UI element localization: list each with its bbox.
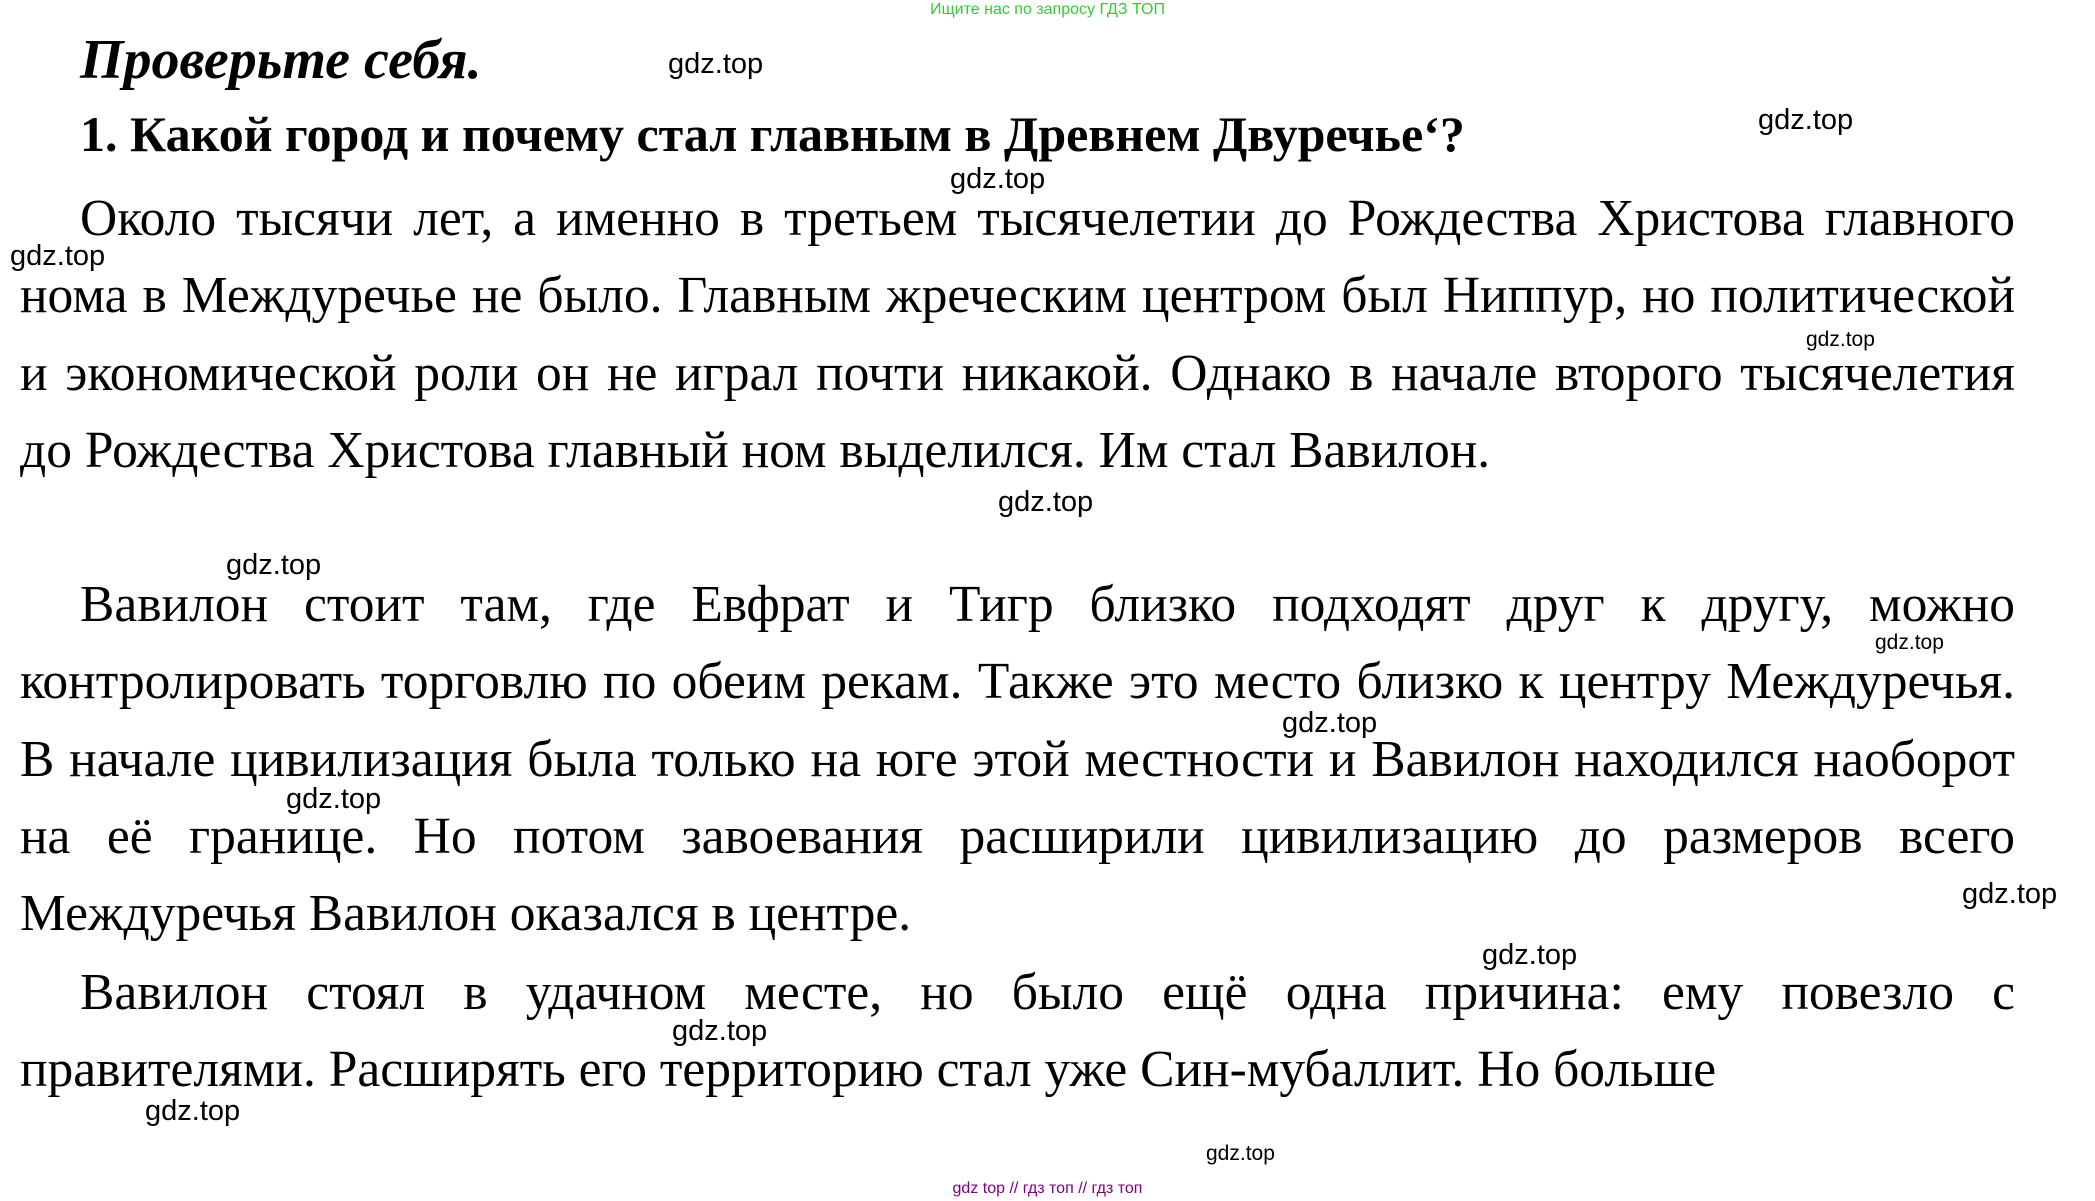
watermark: gdz.top <box>145 1095 241 1127</box>
watermark: gdz.top <box>1282 707 1378 739</box>
watermark: gdz.top <box>1758 104 1854 136</box>
watermark: gdz.top <box>1962 878 2058 910</box>
answer-paragraph-2: Вавилон стоит там, где Евфрат и Тигр близко подходят друг к другу, можно контролировать торговлю по обеим рекам. Также это место близко к центру Междуречья. В начале цивилизация была только на юге этой местности и Вавилон находился наоборот на её границе. Но потом завоевания расширили цивилизацию до размеров всего Междуречья Вавилон оказался в центре. <box>20 576 2015 943</box>
watermark: gdz.top <box>286 783 382 815</box>
watermark: gdz.top <box>226 549 322 581</box>
watermark: gdz.top <box>672 1015 768 1047</box>
watermark: gdz.top <box>10 240 106 272</box>
answer-paragraph-3: Вавилон стоял в удачном месте, но было ещё одна причина: ему повезло с правителями. Расширять его территорию стал уже Син-мубаллит. Но больше <box>20 964 2015 1099</box>
watermark: gdz.top <box>998 486 1094 518</box>
top-banner: Ищите нас по запросу ГДЗ ТОП <box>930 1 1165 18</box>
section-heading: Проверьте себя. <box>80 29 482 91</box>
watermark: gdz.top <box>1206 1142 1275 1165</box>
watermark: gdz.top <box>1806 328 1875 351</box>
watermark: gdz.top <box>950 163 1046 195</box>
watermark: gdz.top <box>1482 939 1578 971</box>
question-title: 1. Какой город и почему стал главным в Древнем Двуречье‘? <box>80 106 1465 162</box>
answer-paragraph-1: Около тысячи лет, а именно в третьем тысячелетии до Рождества Христова главного нома в Междуречье не было. Главным жреческим центром был Ниппур, но политической и экономической роли он не играл почти никакой. Однако в начале второго тысячелетия до Рождества Христова главный ном выделился. Им стал Вавилон. <box>20 190 2015 479</box>
watermark: gdz.top <box>1875 631 1944 654</box>
watermark: gdz.top <box>668 48 764 80</box>
footer-watermark: gdz top // гдз топ // гдз топ <box>952 1180 1143 1197</box>
